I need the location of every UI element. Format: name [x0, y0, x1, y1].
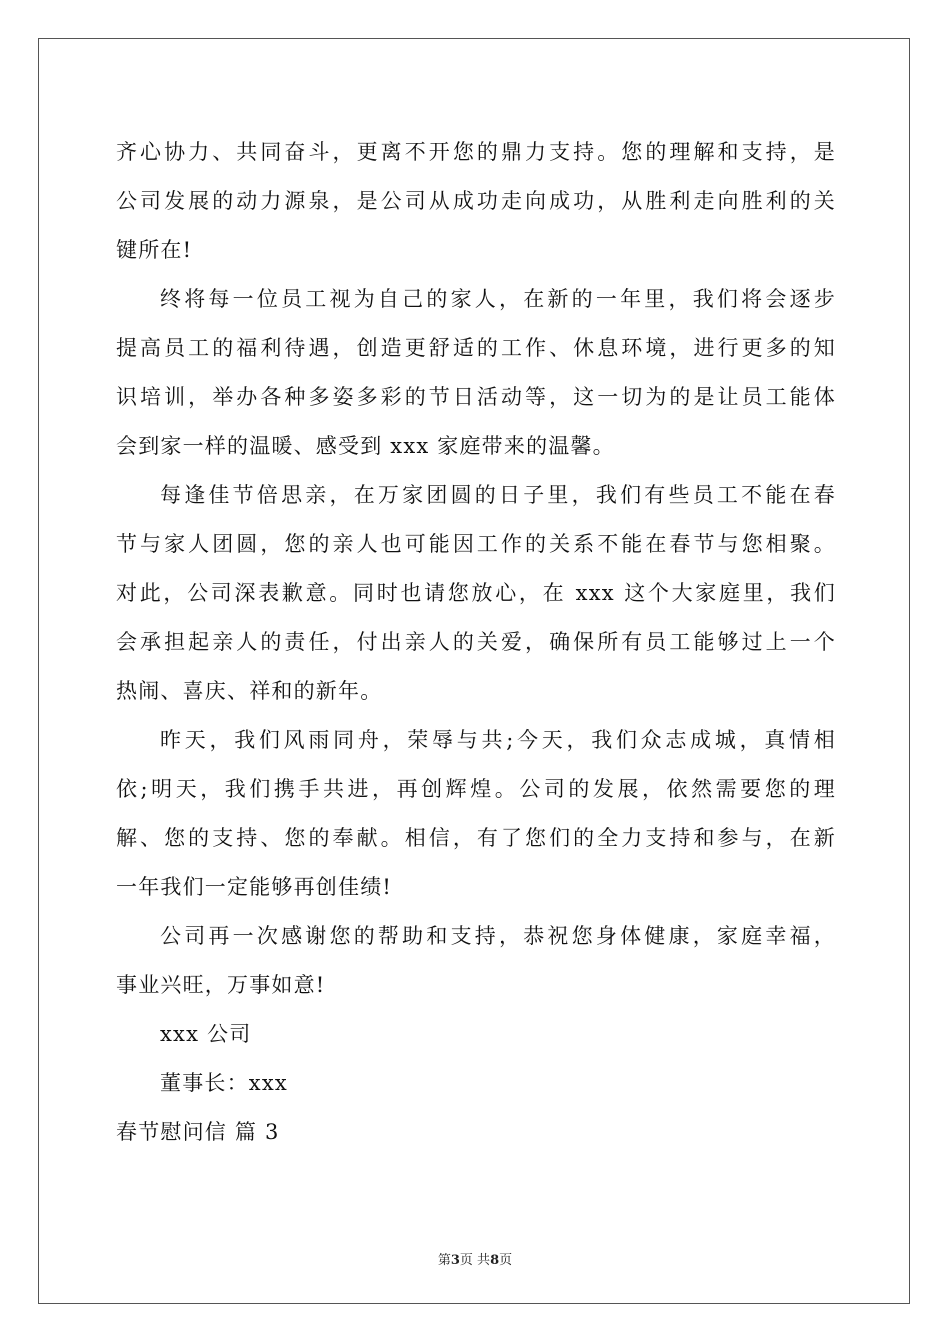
text-line: 事业兴旺，万事如意! — [116, 973, 326, 997]
text-line: 键所在! — [116, 238, 193, 262]
current-page-number: 3 — [450, 1253, 460, 1268]
total-pages-number: 8 — [490, 1253, 500, 1268]
letter-body — [116, 128, 836, 1157]
text-line: 齐心协力、共同奋斗，更离不开您的鼎力支持。您的理解和支持，是 — [116, 140, 836, 164]
page-footer — [0, 1249, 950, 1268]
footer-mid: 页 共 — [459, 1253, 491, 1268]
text-line: 依;明天，我们携手共进，再创辉煌。公司的发展，依然需要您的理 — [116, 777, 836, 801]
text-line: 热闹、喜庆、祥和的新年。 — [116, 679, 383, 703]
paragraph-first-line: 公司再一次感谢您的帮助和支持，恭祝您身体健康，家庭幸福， — [160, 924, 836, 948]
text-line: 公司发展的动力源泉，是公司从成功走向成功，从胜利走向胜利的关 — [116, 189, 836, 213]
text-line: 识培训，举办各种多姿多彩的节日活动等，这一切为的是让员工能体 — [116, 385, 836, 409]
text-line: 提高员工的福利待遇，创造更舒适的工作、休息环境，进行更多的知 — [116, 336, 836, 360]
footer-suffix: 页 — [499, 1253, 513, 1268]
signature-company: xxx 公司 — [160, 1022, 252, 1046]
section-heading: 春节慰问信 篇 3 — [116, 1120, 280, 1144]
text-line: 解、您的支持、您的奉献。相信，有了您们的全力支持和参与，在新 — [116, 826, 836, 850]
text-line: 会到家一样的温暖、感受到 xxx 家庭带来的温馨。 — [116, 434, 615, 458]
text-line: 对此，公司深表歉意。同时也请您放心，在 xxx 这个大家庭里，我们 — [116, 581, 836, 605]
paragraph-first-line: 终将每一位员工视为自己的家人，在新的一年里，我们将会逐步 — [160, 287, 836, 311]
text-line: 节与家人团圆，您的亲人也可能因工作的关系不能在春节与您相聚。 — [116, 532, 836, 556]
text-line: 一年我们一定能够再创佳绩! — [116, 875, 393, 899]
signature-chairman: 董事长：xxx — [160, 1071, 288, 1095]
paragraph-first-line: 每逢佳节倍思亲，在万家团圆的日子里，我们有些员工不能在春 — [160, 483, 836, 507]
footer-prefix: 第 — [437, 1253, 451, 1268]
paragraph-first-line: 昨天，我们风雨同舟，荣辱与共;今天，我们众志成城，真情相 — [160, 728, 836, 752]
text-line: 会承担起亲人的责任，付出亲人的关爱，确保所有员工能够过上一个 — [116, 630, 836, 654]
